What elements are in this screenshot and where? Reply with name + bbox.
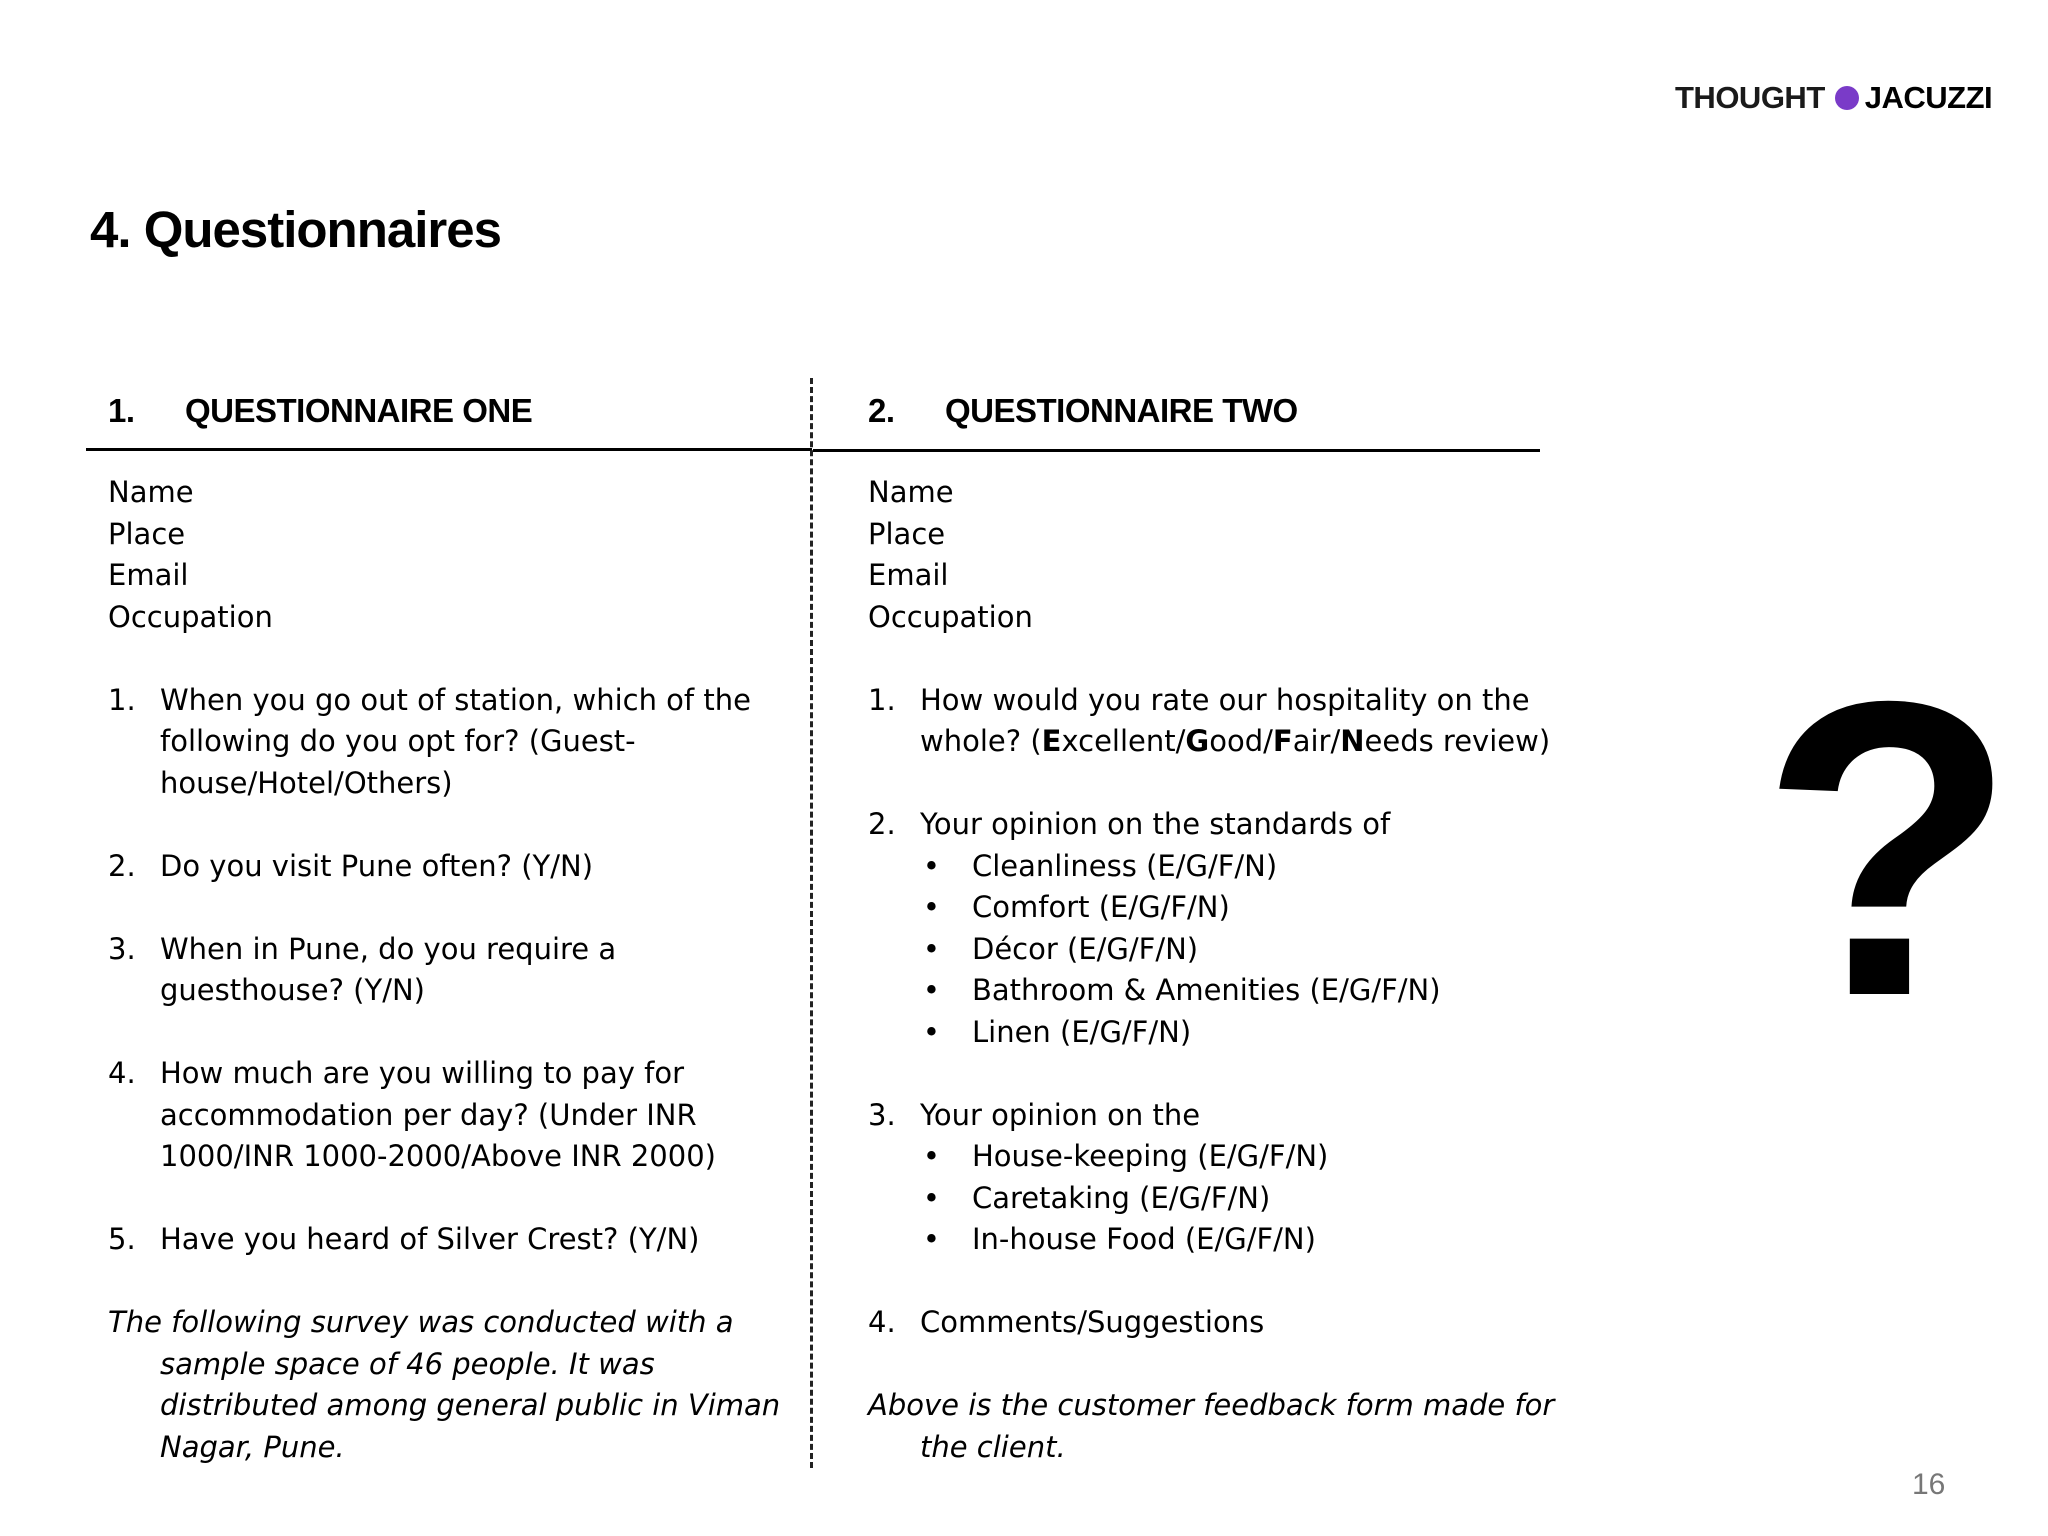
logo-word-jacuzzi: JACUZZI	[1864, 80, 1993, 115]
list-item: • Comfort (E/G/F/N)	[922, 890, 1230, 924]
question-number: 5.	[108, 1222, 136, 1256]
field-name: Name	[108, 475, 194, 509]
heading-number: 2.	[868, 392, 895, 429]
question-item	[108, 680, 808, 805]
questionnaire-two	[868, 390, 1588, 1468]
services-list	[868, 1136, 1588, 1261]
logo-word-thought: THOUGHT	[1675, 80, 1825, 115]
page-number: 16	[1912, 1468, 1946, 1501]
question-text: Your opinion on the standards of	[920, 807, 1391, 841]
field-place: Place	[108, 516, 186, 551]
standards-list	[868, 846, 1588, 1054]
question-number: 3.	[868, 1097, 896, 1132]
heading-number: 1.	[108, 392, 135, 429]
question-number: 1.	[868, 682, 896, 717]
question-text: Have you heard of Silver Crest? (Y/N)	[160, 1222, 700, 1256]
question-text: How would you rate our hospitality on the whole? (Excellent/Good/Fair/Needs review)	[920, 682, 1551, 758]
list-item: • Décor (E/G/F/N)	[922, 931, 1199, 966]
question-text: When in Pune, do you require a guesthouse? (Y/N)	[160, 931, 617, 1007]
question-mark-graphic: ?	[1760, 615, 2017, 1084]
list-item: • Caretaking (E/G/F/N)	[922, 1180, 1271, 1215]
question-number: 4.	[108, 1056, 136, 1090]
question-item	[108, 929, 808, 1012]
question-text: Do you visit Pune often? (Y/N)	[160, 848, 594, 883]
questionnaire-one-heading	[108, 390, 808, 446]
question-item	[868, 804, 1588, 846]
thought-jacuzzi-logo	[1675, 80, 1992, 116]
question-number: 2.	[108, 848, 136, 883]
list-item: • Bathroom & Amenities (E/G/F/N)	[922, 973, 1441, 1007]
question-number: 1.	[108, 682, 136, 717]
field-email: Email	[108, 558, 189, 592]
question-item	[868, 1095, 1588, 1137]
list-item: • House-keeping (E/G/F/N)	[922, 1139, 1329, 1173]
field-occupation: Occupation	[108, 599, 273, 634]
question-item	[868, 680, 1588, 763]
field-place: Place	[868, 516, 946, 551]
field-name: Name	[868, 475, 954, 509]
field-email: Email	[868, 558, 949, 592]
question-text: Your opinion on the	[920, 1097, 1201, 1132]
field-list	[868, 472, 1588, 638]
question-item	[108, 1053, 808, 1178]
logo-dot	[1835, 86, 1859, 110]
question-text: How much are you willing to pay for accommodation per day? (Under INR 1000/INR 1000-2000/Above INR 2000)	[160, 1056, 716, 1173]
question-text: Comments/Suggestions	[920, 1305, 1265, 1339]
question-item	[108, 846, 808, 888]
question-item	[868, 1302, 1588, 1344]
field-list	[108, 472, 808, 638]
heading-text: QUESTIONNAIRE ONE	[185, 392, 533, 429]
question-number: 3.	[108, 931, 136, 966]
survey-note: The following survey was conducted with a sample space of 46 people. It was distributed among general public in Viman Nagar, Pune.	[108, 1305, 781, 1464]
field-occupation: Occupation	[868, 599, 1033, 634]
questionnaire-one	[108, 390, 808, 1468]
question-number: 4.	[868, 1305, 896, 1339]
page-title: 4. Questionnaires	[90, 201, 501, 258]
list-item: • Linen (E/G/F/N)	[922, 1014, 1192, 1049]
list-item: • Cleanliness (E/G/F/N)	[922, 848, 1278, 883]
question-number: 2.	[868, 807, 896, 841]
column-divider	[810, 378, 813, 1468]
heading-text: QUESTIONNAIRE TWO	[945, 392, 1298, 429]
list-item: • In-house Food (E/G/F/N)	[922, 1222, 1316, 1256]
feedback-note: Above is the customer feedback form made for the client.	[868, 1388, 1555, 1464]
questionnaire-two-heading	[868, 390, 1588, 446]
question-text: When you go out of station, which of the following do you opt for? (Guest-house/Hotel/Others)	[160, 682, 751, 800]
question-item	[108, 1219, 808, 1261]
